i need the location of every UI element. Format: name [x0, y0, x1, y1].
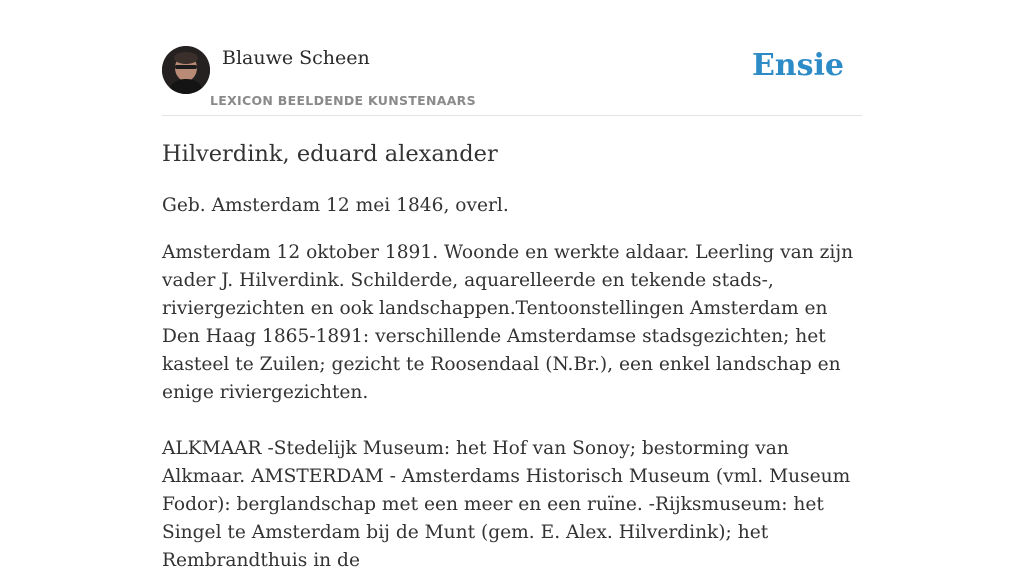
article-paragraph: Geb. Amsterdam 12 mei 1846, overl. [162, 195, 509, 216]
ensie-logo[interactable]: Ensie [751, 48, 844, 83]
category-label[interactable]: LEXICON BEELDENDE KUNSTENAARS [210, 93, 476, 108]
person-photo-icon [162, 46, 210, 94]
article-paragraph: Amsterdam 12 oktober 1891. Woonde en werkte aldaar. Leerling van zijn vader J. Hilverdink. Schilderde, aquarelleerde en tekende stads-, riviergezichten en ook landschappen.Tentoonstellingen Amsterdam en Den Haag 1865-1891: verschillende Amsterdamse stadsgezichten; het kasteel te Zuilen; gezicht te Roosendaal (N.Br.), een enkel landschap en enige riviergezichten. ALKMAAR -Stedelijk Museum: het Hof van Sonoy; bestorming van Alkmaar. AMSTERDAM - Amsterdams Historisch Museum (vml. Museum Fodor): berglandschap met een meer en een ruïne. -Rijksmuseum: het Singel te Amsterdam bij de Munt (gem. E. Alex. Hilverdink); het Rembrandthuis in de [162, 242, 854, 571]
author-name[interactable]: Blauwe Scheen [222, 47, 370, 69]
author-avatar[interactable] [162, 46, 210, 94]
article-body [162, 138, 862, 575]
article-title: Hilverdink, eduard alexander [162, 141, 498, 167]
article-header [162, 46, 862, 116]
